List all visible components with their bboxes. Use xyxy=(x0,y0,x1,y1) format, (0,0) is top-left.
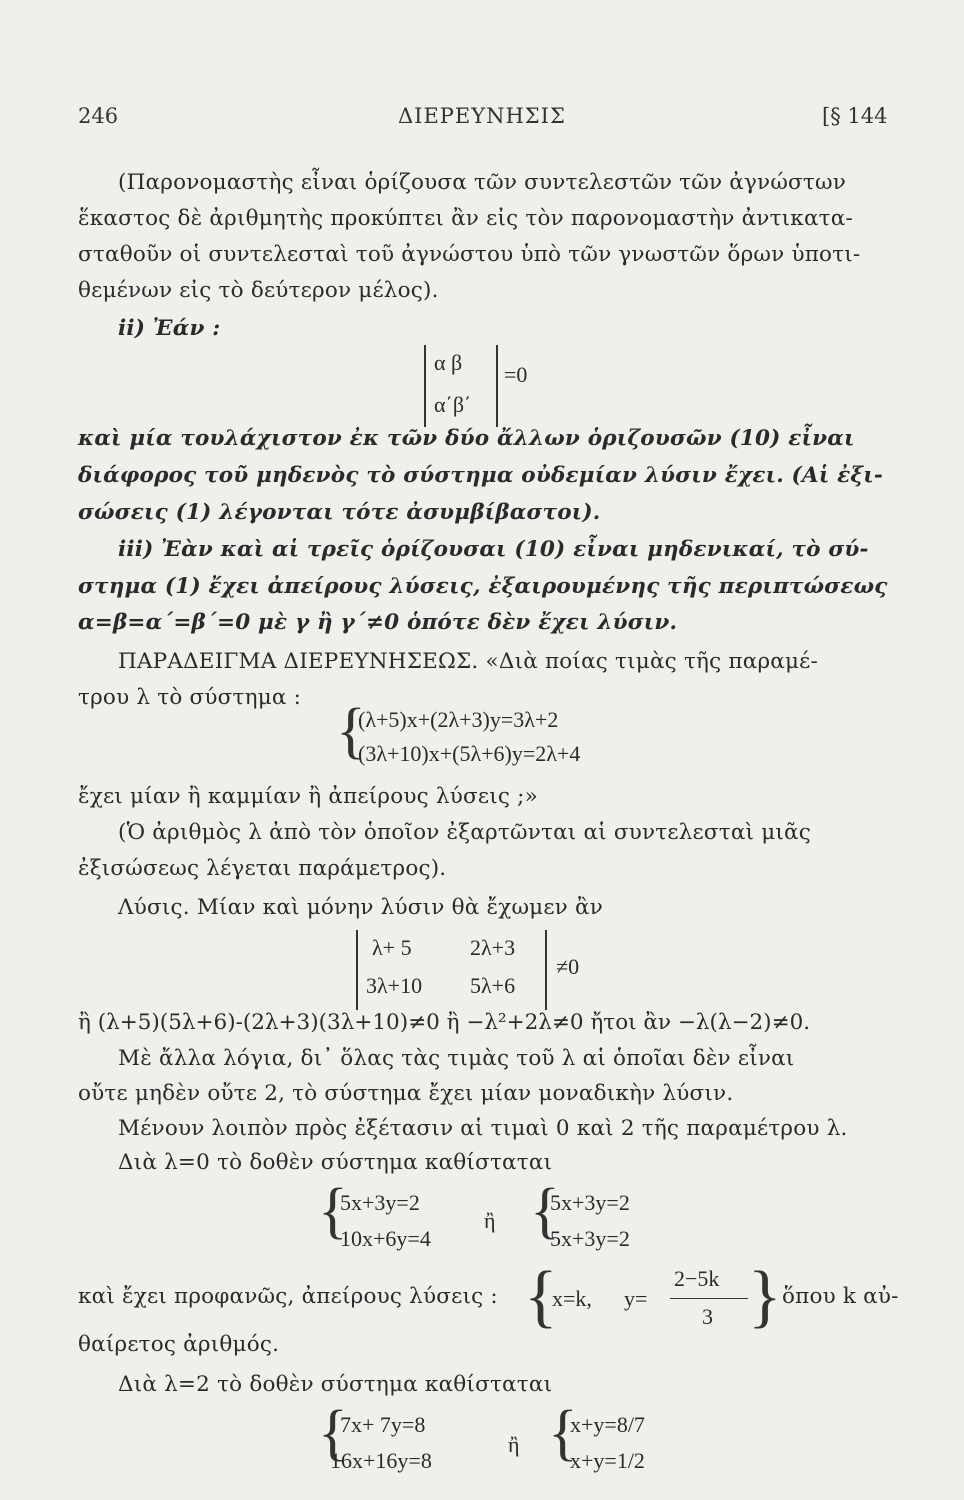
text-line: Διὰ λ=0 τὸ δοθὲν σύστημα καθίσταται xyxy=(118,1150,553,1175)
determinant-not-equal: ≠0 xyxy=(556,954,580,979)
equation: (3λ+10)x+(5λ+6)y=2λ+4 xyxy=(358,741,581,766)
system-brace: { xyxy=(530,1177,560,1245)
text-line: τρου λ τὸ σύστημα : xyxy=(78,685,302,710)
text-line: θεμένων εἰς τὸ δεύτερον μέλος). xyxy=(78,278,439,303)
text-line: σώσεις (1) λέγονται τότε ἀσυμβίβαστοι). xyxy=(78,500,601,525)
fraction-denominator: 3 xyxy=(702,1304,713,1329)
determinant-bar-right xyxy=(545,930,547,1010)
system-brace: { xyxy=(336,697,366,765)
solution-y: y= xyxy=(624,1286,648,1311)
determinant-cell: λ+ 5 xyxy=(372,935,412,960)
or-word: ἢ xyxy=(484,1208,496,1233)
text-line: (Ὁ ἀριθμὸς λ ἀπὸ τὸν ὁποῖον ἐξαρτῶνται αἱ συντελεσταὶ μιᾶς xyxy=(118,820,811,845)
equation: x+y=1/2 xyxy=(570,1448,645,1473)
text-line: ἔχει μίαν ἢ καμμίαν ἢ ἀπείρους λύσεις ;» xyxy=(78,784,538,809)
page-number: 246 xyxy=(78,104,119,128)
determinant-bar-right xyxy=(496,345,498,427)
equation: 5x+3y=2 xyxy=(550,1226,630,1251)
system-brace: { xyxy=(318,1177,348,1245)
text-line: θαίρετος ἀριθμός. xyxy=(78,1332,280,1357)
determinant-cell: 2λ+3 xyxy=(470,935,516,960)
example-heading: ΠΑΡΑΔΕΙΓΜΑ ΔΙΕΡΕΥΝΗΣΕΩΣ. «Διὰ ποίας τιμὰς τῆς παραμέ- xyxy=(118,649,818,674)
section-marker: [§ 144 xyxy=(822,104,888,128)
case-ii-label: ii) Ἐάν : xyxy=(118,316,221,341)
text-line: διάφορος τοῦ μηδενὸς τὸ σύστημα οὐδεμίαν λύσιν ἔχει. (Αἱ ἐξι- xyxy=(78,463,884,488)
determinant-equals: =0 xyxy=(504,362,528,387)
text-line: καὶ μία τουλάχιστον ἐκ τῶν δύο ἄλλων ὁριζουσῶν (10) εἶναι xyxy=(78,426,855,451)
text-line: οὔτε μηδὲν οὔτε 2, τὸ σύστημα ἔχει μίαν μοναδικὴν λύσιν. xyxy=(78,1081,734,1106)
determinant-cell: 5λ+6 xyxy=(470,973,516,998)
fraction-numerator: 2−5k xyxy=(674,1266,720,1291)
text-line: στημα (1) ἔχει ἀπείρους λύσεις, ἐξαιρουμένης τῆς περιπτώσεως xyxy=(78,574,888,599)
determinant-row: α β xyxy=(434,350,463,375)
equation: 10x+6y=4 xyxy=(340,1226,431,1251)
equation: x+y=8/7 xyxy=(570,1412,645,1437)
text-line: Διὰ λ=2 τὸ δοθὲν σύστημα καθίσταται xyxy=(118,1372,553,1397)
solution-brace-left: { xyxy=(524,1258,558,1335)
determinant-cell: 3λ+10 xyxy=(366,973,423,998)
system-brace: { xyxy=(318,1399,348,1467)
text-line: καὶ ἔχει προφανῶς, ἀπείρους λύσεις : xyxy=(78,1284,498,1309)
equation: 16x+16y=8 xyxy=(330,1448,432,1473)
text-line: α=β=α΄=β΄=0 μὲ γ ἢ γ΄≠0 ὁπότε δὲν ἔχει λύσιν. xyxy=(78,610,678,635)
equation: 5x+3y=2 xyxy=(550,1190,630,1215)
solution-brace-right: } xyxy=(748,1258,782,1335)
determinant-row: α΄β΄ xyxy=(434,392,472,417)
text-line: ἐξισώσεως λέγεται παράμετρος). xyxy=(78,856,447,881)
text-line: Μὲ ἄλλα λόγια, δι᾽ ὅλας τὰς τιμὰς τοῦ λ αἱ ὁποῖαι δὲν εἶναι xyxy=(118,1046,795,1071)
text-line: ἢ (λ+5)(5λ+6)-(2λ+3)(3λ+10)≠0 ἢ −λ²+2λ≠0 ἤτοι ἂν −λ(λ−2)≠0. xyxy=(78,1010,811,1035)
determinant-bar-left xyxy=(424,345,426,427)
text-line: σταθοῦν οἱ συντελεσταὶ τοῦ ἀγνώστου ὑπὸ τῶν γνωστῶν ὅρων ὑποτι- xyxy=(78,242,861,267)
equation: 5x+3y=2 xyxy=(340,1190,420,1215)
text-line: (Παρονομαστὴς εἶναι ὁρίζουσα τῶν συντελεστῶν τῶν ἀγνώστων xyxy=(118,170,847,195)
fraction-bar xyxy=(670,1298,748,1299)
or-word: ἢ xyxy=(508,1432,520,1457)
determinant-bar-left xyxy=(356,930,358,1010)
solution-x: x=k, xyxy=(552,1286,592,1311)
equation: (λ+5)x+(2λ+3)y=3λ+2 xyxy=(358,707,559,732)
text-line: ἕκαστος δὲ ἀριθμητὴς προκύπτει ἂν εἰς τὸν παρονομαστὴν ἀντικατα- xyxy=(78,206,853,231)
running-title: ΔΙΕΡΕΥΝΗΣΙΣ xyxy=(398,104,566,128)
system-brace: { xyxy=(548,1399,578,1467)
text-line: Μένουν λοιπὸν πρὸς ἐξέτασιν αἱ τιμαὶ 0 καὶ 2 τῆς παραμέτρου λ. xyxy=(118,1116,848,1141)
text-line: iii) Ἐὰν καὶ αἱ τρεῖς ὁρίζουσαι (10) εἶναι μηδενικαί, τὸ σύ- xyxy=(118,537,869,562)
solution-intro: Λύσις. Μίαν καὶ μόνην λύσιν θὰ ἔχωμεν ἂν xyxy=(118,895,603,920)
equation: 7x+ 7y=8 xyxy=(340,1412,426,1437)
text-line: ὅπου k αὐ- xyxy=(782,1284,899,1309)
